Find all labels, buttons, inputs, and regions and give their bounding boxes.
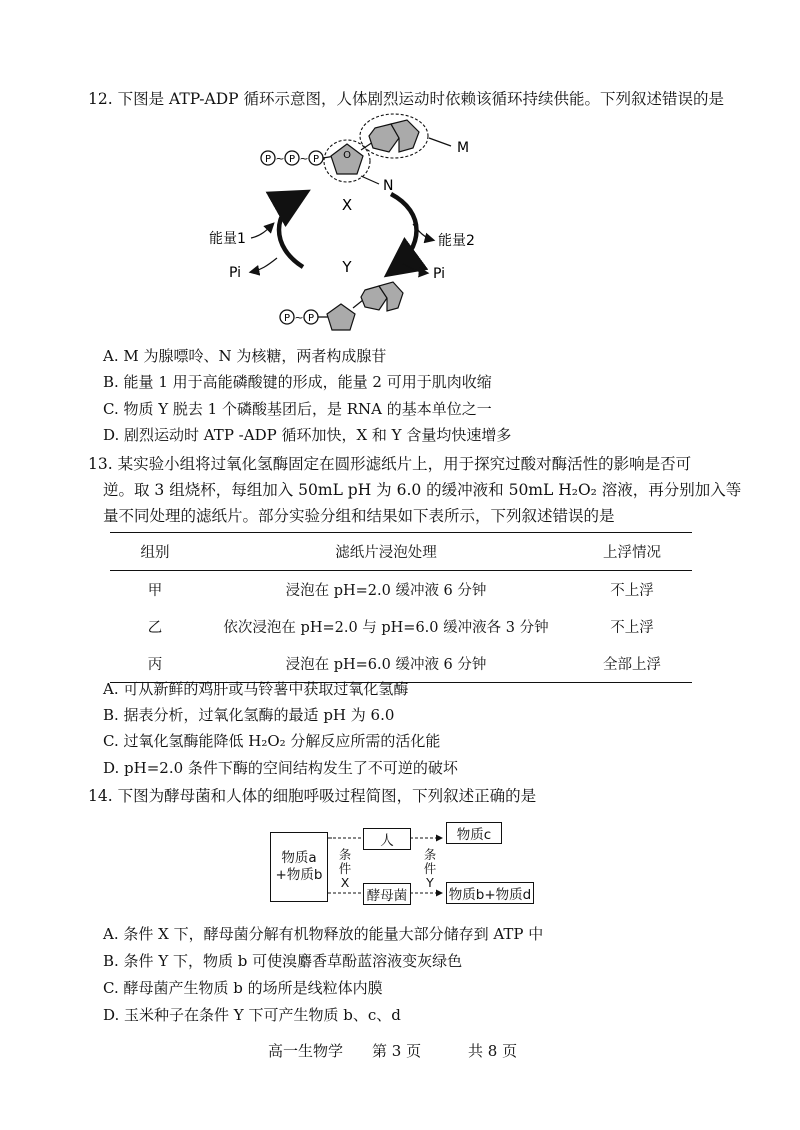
q13-stem-line-1: 13. 某实验小组将过氧化氢酶固定在圆形滤纸片上，用于探究过酸对酶活性的影响是否可 — [88, 455, 692, 473]
svg-text:P: P — [283, 313, 291, 324]
label-n: N — [383, 178, 394, 194]
atp-molecule — [261, 114, 469, 194]
cell-group: 乙 — [147, 620, 163, 636]
cell-result: 不上浮 — [610, 583, 654, 599]
q14-option-d: D. 玉米种子在条件 Y 下可产生物质 b、c、d — [103, 1006, 401, 1024]
table-row — [110, 645, 692, 683]
condition-x-label: 条 件 X — [338, 847, 352, 890]
q13-option-c: C. 过氧化氢酶能降低 H₂O₂ 分解反应所需的活化能 — [103, 732, 441, 750]
tilde-1: ~ — [275, 152, 285, 165]
q12-option-b: B. 能量 1 用于高能磷酸键的形成，能量 2 可用于肌肉收缩 — [103, 373, 492, 391]
cell-result: 不上浮 — [610, 620, 654, 636]
human-box: 人 — [363, 828, 411, 850]
respiration-diagram — [270, 818, 540, 918]
svg-text:P: P — [288, 154, 296, 165]
pi-right-label: Pi — [433, 266, 446, 282]
cell-treatment: 浸泡在 pH=2.0 缓冲液 6 分钟 — [285, 583, 487, 599]
col-header-treatment: 滤纸片浸泡处理 — [335, 545, 437, 561]
atp-adp-cycle-diagram — [195, 112, 515, 337]
cell-treatment: 依次浸泡在 pH=2.0 与 pH=6.0 缓冲液各 3 分钟 — [223, 620, 549, 636]
q13-option-b: B. 据表分析，过氧化氢酶的最适 pH 为 6.0 — [103, 706, 395, 724]
col-header-group: 组别 — [140, 545, 170, 561]
svg-text:~: ~ — [294, 311, 304, 324]
q12-option-a: A. M 为腺嘌呤、N 为核糖，两者构成腺苷 — [103, 347, 387, 365]
pi-left-label: Pi — [229, 265, 242, 281]
substrate-box: 物质a +物质b — [270, 832, 328, 902]
cell-group: 丙 — [147, 657, 163, 673]
cell-group: 甲 — [147, 583, 163, 599]
q13-stem-line-3: 量不同处理的滤纸片。部分实验分组和结果如下表所示，下列叙述错误的是 — [103, 507, 615, 525]
svg-text:P: P — [312, 154, 320, 165]
q13-option-a: A. 可从新鲜的鸡肝或马铃薯中获取过氧化氢酶 — [103, 680, 409, 698]
q12-option-d: D. 剧烈运动时 ATP -ADP 循环加快，X 和 Y 含量均快速增多 — [103, 426, 512, 444]
energy-1-label: 能量1 — [209, 231, 246, 247]
table-row — [110, 608, 692, 645]
condition-y-label: 条 件 Y — [423, 847, 437, 890]
footer-total-pages: 共 8 页 — [468, 1042, 518, 1060]
svg-text:P: P — [264, 154, 272, 165]
adp-molecule — [280, 282, 403, 330]
q12-option-c: C. 物质 Y 脱去 1 个磷酸基团后，是 RNA 的基本单位之一 — [103, 400, 492, 418]
footer-subject: 高一生物学 — [268, 1042, 344, 1060]
tilde-2: ~ — [299, 152, 309, 165]
label-m: M — [457, 140, 470, 156]
svg-text:P: P — [307, 313, 315, 324]
table-row — [110, 571, 692, 609]
cell-result: 全部上浮 — [603, 657, 661, 673]
energy-2-label: 能量2 — [438, 233, 475, 249]
cell-treatment: 浸泡在 pH=6.0 缓冲液 6 分钟 — [285, 657, 487, 673]
footer-page-number: 第 3 页 — [372, 1042, 422, 1060]
q13-option-d: D. pH=2.0 条件下酶的空间结构发生了不可逆的破坏 — [103, 759, 458, 777]
col-header-result: 上浮情况 — [603, 545, 661, 561]
yeast-box: 酵母菌 — [363, 883, 411, 905]
q14-option-c: C. 酵母菌产生物质 b 的场所是线粒体内膜 — [103, 979, 383, 997]
label-x: X — [341, 196, 353, 214]
q14-stem: 14. 下图为酵母菌和人体的细胞呼吸过程简图，下列叙述正确的是 — [88, 787, 537, 805]
q14-option-a: A. 条件 X 下，酵母菌分解有机物释放的能量大部分储存到 ATP 中 — [103, 925, 544, 943]
q14-option-b: B. 条件 Y 下，物质 b 可使溴麝香草酚蓝溶液变灰绿色 — [103, 952, 463, 970]
q13-stem-line-2: 逆。取 3 组烧杯，每组加入 50mL pH 为 6.0 的缓冲液和 50mL H₂O₂ 溶液，再分别加入等 — [103, 481, 742, 499]
q12-stem: 12. 下图是 ATP-ADP 循环示意图，人体剧烈运动时依赖该循环持续供能。下列叙述错误的是 — [88, 90, 724, 108]
label-y: Y — [342, 258, 352, 276]
table-header-row — [110, 533, 692, 571]
product-bd-box: 物质b+物质d — [446, 882, 534, 904]
svg-text:O: O — [343, 150, 351, 161]
product-c-box: 物质c — [446, 822, 502, 844]
experiment-table — [110, 532, 692, 683]
